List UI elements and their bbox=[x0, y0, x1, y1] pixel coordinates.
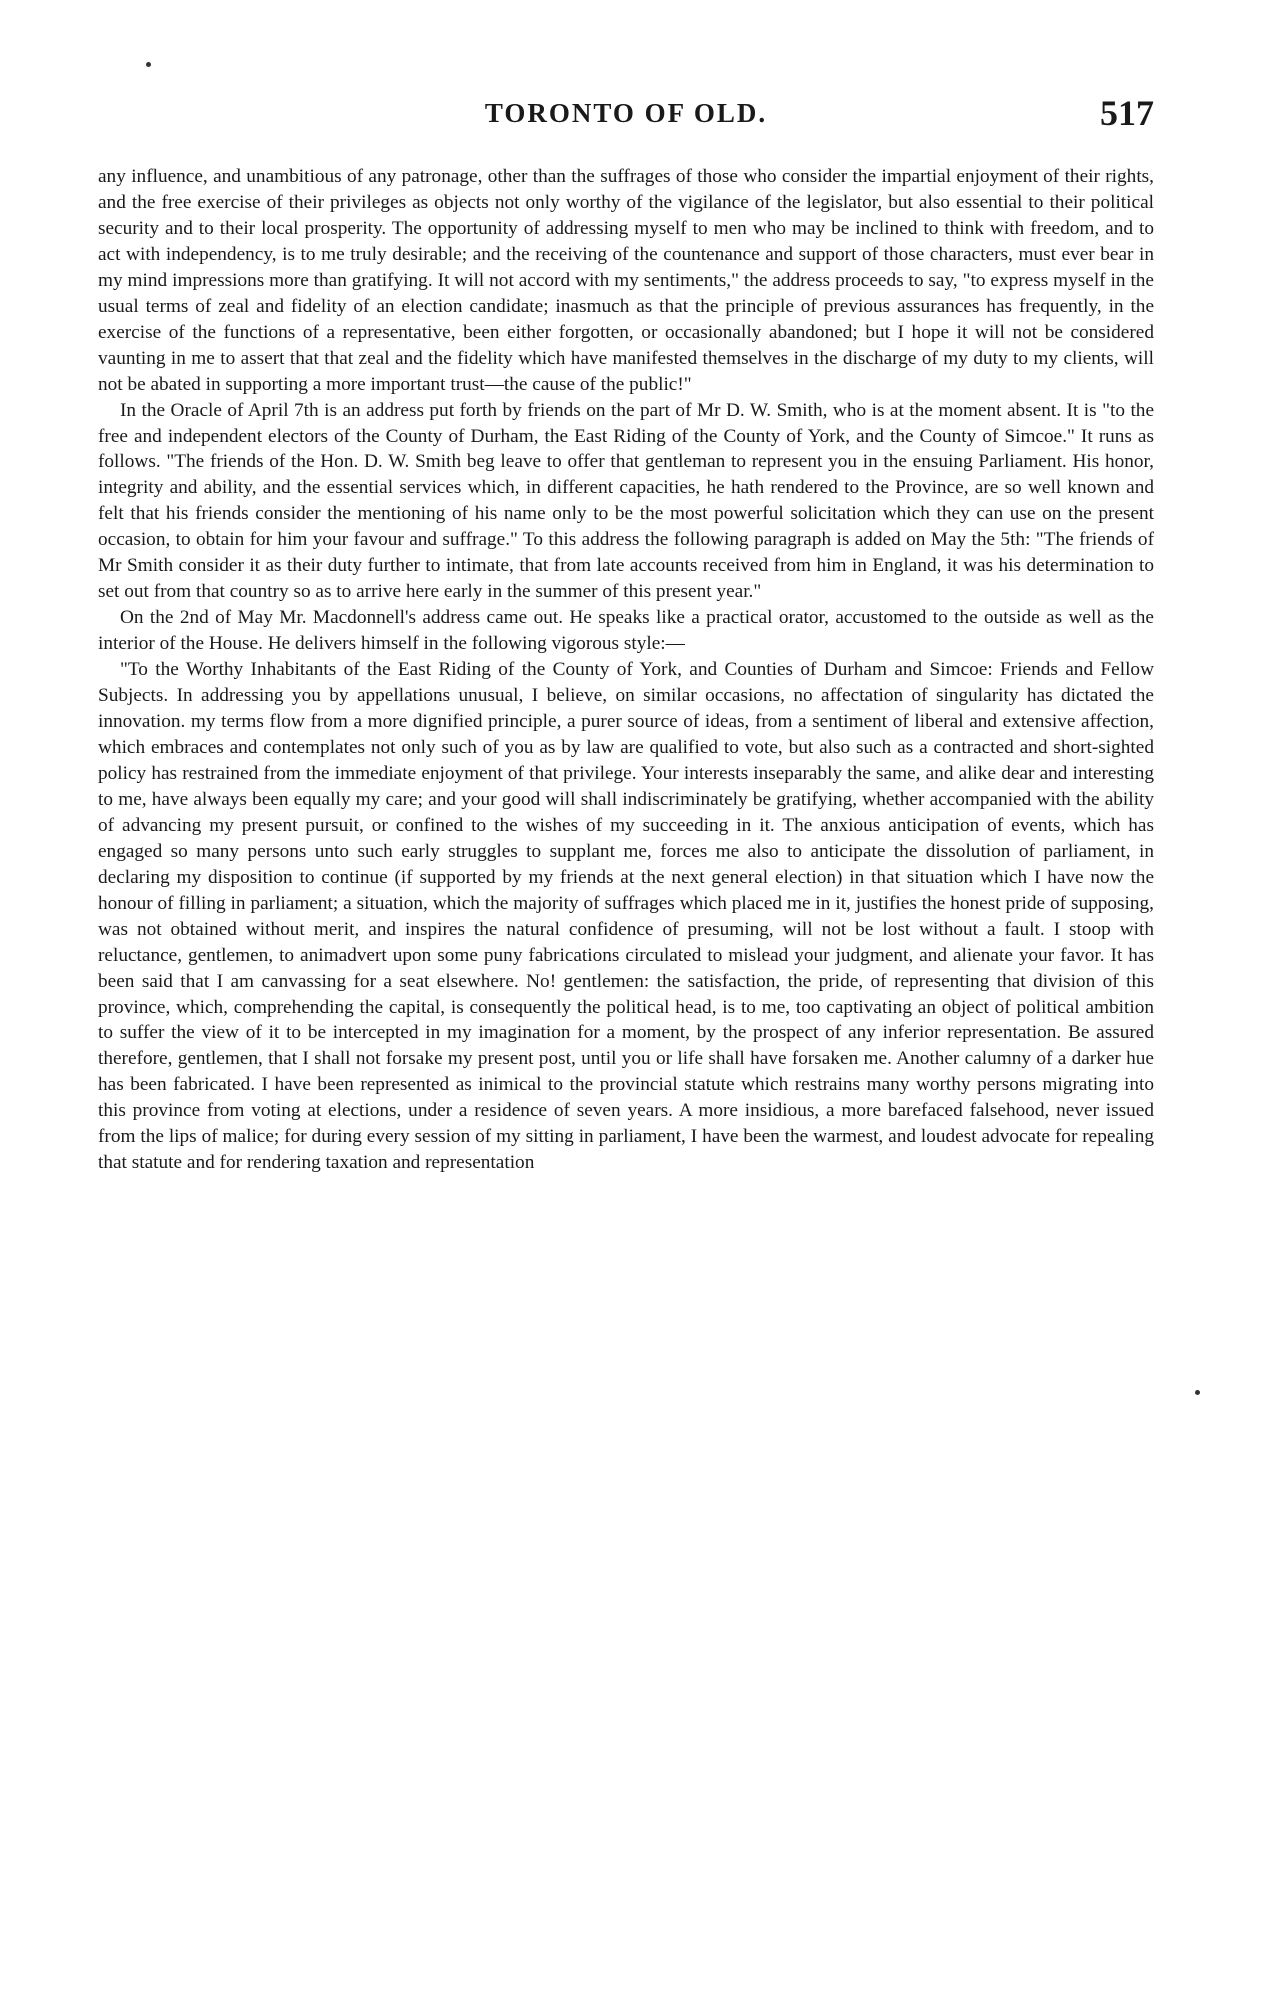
paragraph-oracle-smith-address: In the Oracle of April 7th is an address put forth by friends on the part of Mr D. W. Smith, who is at the moment absent. It is "to the free and independent electors of the County of Durham, the East Riding of the County of York, and the County of Simcoe." It runs as follows. "The friends of the Hon. D. W. Smith beg leave to offer that gentleman to represent you in the ensuing Parliament. His honor, integrity and ability, and the essential services which, in different capacities, he hath rendered to the Province, are so well known and felt that his friends consider the mentioning of his name only to be the most powerful solicitation which they can use on the present occasion, to obtain for him your favour and suffrage." To this address the following paragraph is added on May the 5th: "The friends of Mr Smith consider it as their duty further to intimate, that from late accounts received from him in England, it was his determination to set out from that country so as to arrive here early in the summer of this present year." bbox=[98, 399, 1154, 603]
paragraph-address-continuation: any influence, and unambitious of any patronage, other than the suffrages of those who consider the impartial enjoyment of their rights, and the free exercise of their privileges as objects not only worthy of the vigilance of the legislator, but also essential to their political security and to their local prosperity. The opportunity of addressing myself to men who may be inclined to think with freedom, and to act with independency, is to me truly desirable; and the receiving of the countenance and support of those characters, must ever bear in my mind impressions more than gratifying. It will not accord with my sentiments," the address proceeds to say, "to express myself in the usual terms of zeal and fidelity of an election candidate; inasmuch as that the principle of previous assurances has frequently, in the exercise of the functions of a representative, been either forgotten, or occasionally abandoned; but I hope it will not be considered vaunting in me to assert that that zeal and the fidelity which have manifested themselves in the discharge of my duty to my clients, will not be abated in supporting a more important trust—the cause of the public!" bbox=[98, 166, 1154, 395]
body-text bbox=[98, 164, 1154, 1176]
paragraph-macdonnell-address: "To the Worthy Inhabitants of the East Riding of the County of York, and Counties of Durham and Simcoe: Friends and Fellow Subjects. In addressing you by appellations unusual, I believe, on similar occasions, no affectation of singularity has dictated the innovation. my terms flow from a more dignified principle, a purer source of ideas, from a sentiment of liberal and extensive affection, which embraces and contemplates not only such of you as by law are qualified to vote, but also such as a contracted and short-sighted policy has restrained from the immediate enjoyment of that privilege. Your interests inseparably the same, and alike dear and interesting to me, have always been equally my care; and your good will shall indiscriminately be gratifying, whether accompanied with the ability of advancing my present pursuit, or confined to the wishes of my succeeding in it. The anxious anticipation of events, which has engaged so many persons unto such early struggles to supplant me, forces me also to anticipate the dissolution of parliament, in declaring my disposition to continue (if supported by my friends at the next general election) in that situation which I have now the honour of filling in parliament; a situation, which the majority of suffrages which placed me in it, justifies the honest pride of supposing, was not obtained without merit, and inspires the natural confidence of presuming, will not be lost without a fault. I stoop with reluctance, gentlemen, to animadvert upon some puny fabrications circulated to mislead your judgment, and alienate your favor. It has been said that I am canvassing for a seat elsewhere. No! gentlemen: the satisfaction, the pride, of representing that division of this province, which, comprehending the capital, is consequently the political head, is to me, too captivating an object of political ambition to suffer the view of it to be intercepted in my imagination for a moment, by the prospect of any inferior representation. Be assured therefore, gentlemen, that I shall not forsake my present post, until you or life shall have forsaken me. Another calumny of a darker hue has been fabricated. I have been represented as inimical to the provincial statute which restrains many worthy persons migrating into this province from voting at elections, under a residence of seven years. A more insidious, a more barefaced falsehood, never issued from the lips of malice; for during every session of my sitting in parliament, I have been the warmest, and loudest advocate for repealing that statute and for rendering taxation and representation bbox=[98, 659, 1154, 1174]
paragraph-macdonnell-intro: On the 2nd of May Mr. Macdonnell's address came out. He speaks like a practical orator, accustomed to the outside as well as the interior of the House. He delivers himself in the following vigorous style:— bbox=[98, 607, 1154, 655]
page-number: 517 bbox=[1100, 93, 1154, 133]
running-title: TORONTO OF OLD. bbox=[484, 98, 768, 128]
ink-speck-margin bbox=[1195, 1390, 1200, 1395]
page-header bbox=[98, 92, 1154, 136]
ink-speck-top bbox=[146, 62, 151, 67]
